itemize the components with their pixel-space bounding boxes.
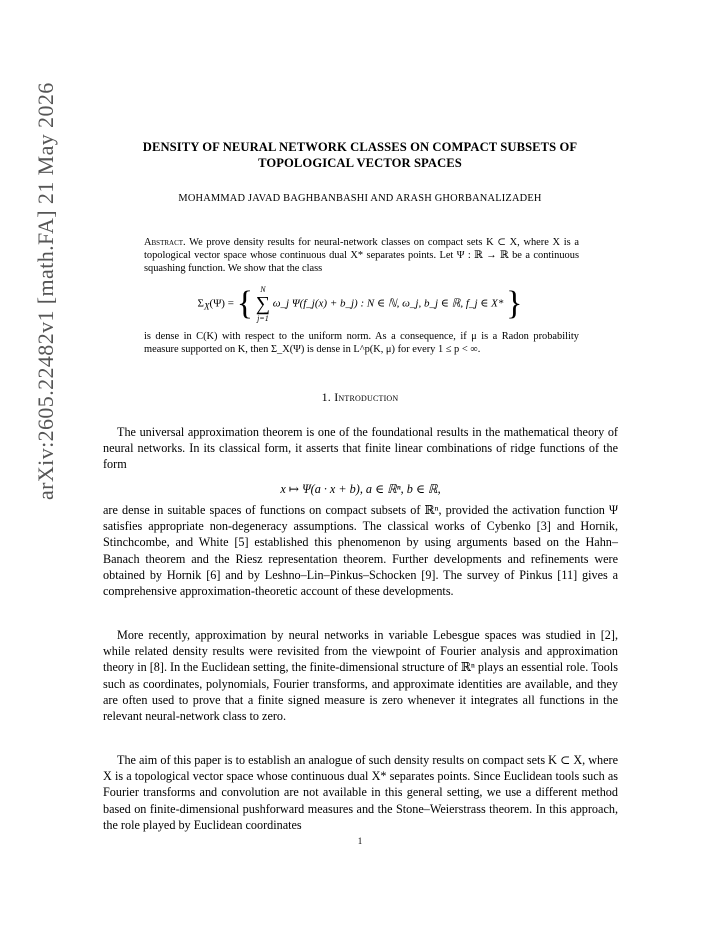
title-line-1: DENSITY OF NEURAL NETWORK CLASSES ON COMPACT SUBSETS OF <box>142 140 578 154</box>
abstract-line-5: probability measure supported on K, then Σ_X(Ψ) is dense in L^p(K, μ) for every 1 ≤ p < ∞. <box>144 331 579 355</box>
arxiv-sidebar-stamp: arXiv:2605.22482v1 [math.FA] 21 May 2026 <box>33 82 58 500</box>
abstract-line-2: where X is a topological vector space whose continuous dual X* separates points. Let <box>144 237 579 261</box>
abstract-line-4: is dense in C(K) with respect to the uniform norm. As a consequence, if μ is a Radon <box>144 331 529 342</box>
paper-title <box>60 139 660 171</box>
equation-ridge: x ↦ Ψ(a · x + b), a ∈ ℝⁿ, b ∈ ℝ, <box>280 482 441 496</box>
abstract-formula: $\Sigma_X(\Psi)$ = { N ∑ j=1 ω_j Ψ(f_j(x) + b_j) : N ∈ ℕ, ω_j, b_j ∈ ℝ, f_j ∈ X* } <box>197 285 523 323</box>
authors: MOHAMMAD JAVAD BAGHBANBASHI AND ARASH GHORBANALIZADEH <box>178 193 542 204</box>
formula-body: ω_j Ψ(f_j(x) + b_j) : N ∈ ℕ, ω_j, b_j ∈ ℝ, f_j ∈ X* <box>272 297 504 310</box>
section-heading: 1. Introduction <box>321 390 399 404</box>
abstract-bottom <box>144 330 579 356</box>
title-line-2: TOPOLOGICAL VECTOR SPACES <box>258 156 462 170</box>
right-brace: } <box>506 285 523 322</box>
paragraph-1b: are dense in suitable spaces of functions on compact subsets of ℝⁿ, provided the activation function Ψ satisfies appropriate non-degeneracy assumptions. The classical works of Cybenko [3] and Hornik, Stinchcombe, and White [5] established this phenomenon by using arguments based on the Hahn–Banach theorem and the Riesz representation theorem. Further developments and refinements were obtained by Hornik [6] and by Leshno–Lin–Pinkus–Schocken [9]. The survey of Pinkus [11] gives a comprehensive approximation-theoretic account of these developments. <box>103 503 618 599</box>
abstract-line-3: Ψ : ℝ → ℝ be a continuous squashing function. We show that the class <box>144 250 579 274</box>
abstract-line-1: We prove density results for neural-network classes on compact sets K ⊂ X, <box>189 237 520 248</box>
left-brace: { <box>236 285 254 322</box>
paragraph-1a: The universal approximation theorem is one of the foundational results in the mathematical theory of neural networks. In its classical form, it asserts that finite linear combinations of ridge functions of the form <box>103 425 618 472</box>
sum-symbol: N ∑ j=1 <box>255 285 271 323</box>
abstract-heading: Abstract. <box>144 237 186 248</box>
paragraph-2: More recently, approximation by neural networks in variable Lebesgue spaces was studied in [2], while related density results were revisited from the viewpoint of Fourier analysis and approximation theory in [8]. In the Euclidean setting, the finite-dimensional structure of ℝⁿ plays an essential role. Tools such as coordinates, polynomials, Fourier transforms, and approximate identities are available, and they are often used to prove that a finite signed measure is zero whenever it integrates all functions in the relevant neural-network class to zero. <box>103 628 618 724</box>
page-number: 1 <box>357 836 363 846</box>
paragraph-3: The aim of this paper is to establish an analogue of such density results on compact sets K ⊂ X, where X is a topological vector space whose continuous dual X* separates points. Since Euclidean tools such as Fourier transforms and convolution are not available in this general setting, we use a different method based on finite-dimensional pushforward measures and the Stone–Weierstrass theorem. In this approach, the role played by Euclidean coordinates <box>103 753 618 832</box>
abstract-top <box>144 236 579 275</box>
